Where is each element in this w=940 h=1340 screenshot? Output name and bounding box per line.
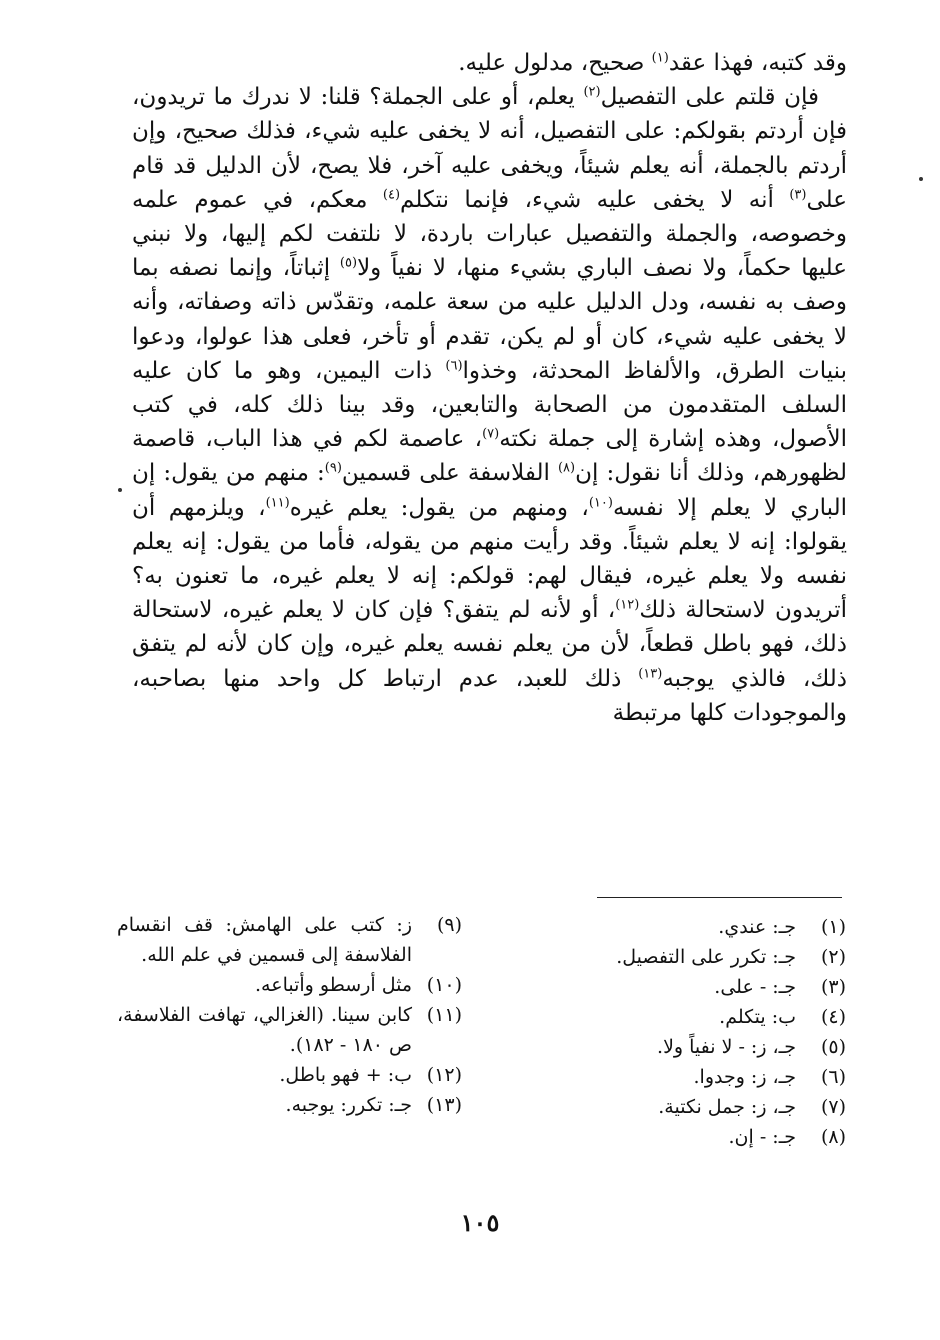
footnote-ref: (٥) <box>339 255 358 271</box>
text-run: يعلم، أو على الجملة؟ قلنا: لا ندرك ما تريدون، فإن أردتم بقولكم: على التفصيل، أنه لا يخفى عليه شيء، فذلك صحيح، وإن أردتم بالجملة، أنه يعلم شيئاً، ويخفى عليه آخر، فلا يصح، لأن الدليل قد قام على <box>132 84 847 213</box>
footnote-text: كابن سينا. (الغزالي، تهافت الفلاسفة، ص ١٨٠ - ١٨٢). <box>117 1004 412 1056</box>
footnote-text: ب: + فهو باطل. <box>279 1064 412 1086</box>
footnote-ref: (١٠) <box>588 494 613 510</box>
footnote-item <box>117 1000 462 1060</box>
text-run: : منهم من يقول: إن الباري لا يعلم إلا نفسه <box>132 460 847 521</box>
footnote-number: (٣) <box>820 976 846 998</box>
footnote-text: جـ، ز: - لا نفياً ولا. <box>657 1036 796 1058</box>
paragraph-1 <box>132 46 847 80</box>
paragraph-2 <box>132 80 847 730</box>
footnote-item <box>117 1090 462 1120</box>
footnote-ref: (١١) <box>265 494 290 510</box>
text-run: الفلاسفة على قسمين <box>341 460 558 487</box>
text-run: ، عاصمة لكم في هذا الباب، قاصمة لظهورهم، وذلك أنا نقول: إن <box>132 426 847 487</box>
footnotes-left-column <box>117 910 462 1120</box>
main-text <box>132 46 847 730</box>
footnote-text: ز: كتب على الهامش: قف انقسام الفلاسفة إلى قسمين في علم الله. <box>117 914 412 966</box>
footnote-number: (١) <box>820 916 846 938</box>
footnote-item <box>576 1122 846 1152</box>
text-run: أنه لا يخفى عليه شيء، فإنما نتكلم <box>400 186 790 213</box>
footnote-item <box>117 910 462 970</box>
footnote-number: (٤) <box>820 1006 846 1028</box>
footnote-text: جـ: - إن. <box>728 1126 796 1148</box>
footnote-ref: (١٣) <box>638 666 663 681</box>
footnote-text: جـ، ز: وجدوا. <box>693 1066 796 1088</box>
text-run: وقد كتبه، فهذا عقد <box>668 50 847 76</box>
footnote-ref: (٦) <box>445 358 463 374</box>
text-run: معكم، في عموم علمه وخصوصه، والجملة والتفصيل عبارات باردة، لا نلتفت لكم إليها، ولا نبني عليها حكماً، ولا نصف الباري بشيء منها، لا نفياً ولا <box>132 186 847 282</box>
footnote-ref: (١٢) <box>615 597 640 613</box>
text-run: ، ويلزمهم أن يقولوا: إنه لا يعلم شيئاً. وقد رأيت منهم من يقوله، فأما من يقول: إنه يعلم نفسه ولا يعلم غيره، فيقال لهم: قولكم: إنه لا يعلم غيره، ما تعنون به؟ أتريدون لاستحالة ذلك <box>132 494 848 624</box>
footnote-number: (١٠) <box>426 974 462 996</box>
scan-speck <box>919 177 923 181</box>
footnote-ref: (٢) <box>583 84 601 100</box>
footnote-ref: (١) <box>651 50 669 66</box>
footnote-number: (٧) <box>820 1096 846 1118</box>
footnotes-right-column <box>576 912 846 1152</box>
footnote-ref: (٩) <box>324 460 342 476</box>
text-run: فإن قلتم على التفصيل <box>600 84 820 111</box>
footnote-text: مثل أرسطو وأتباعه. <box>255 974 412 996</box>
footnote-number: (٢) <box>820 946 846 968</box>
footnote-item <box>576 912 846 942</box>
footnote-item <box>117 970 462 1000</box>
footnote-text: جـ: تكرر على التفصيل. <box>616 946 796 968</box>
footnote-item <box>576 972 846 1002</box>
footnote-ref: (٧) <box>482 426 500 442</box>
scan-speck <box>118 488 122 492</box>
footnote-text: ب: يتكلم. <box>719 1006 796 1028</box>
text-run: ذلك للعبد، عدم ارتباط كل واحد منها بصاحبه، والموجودات كلها مرتبطة <box>132 665 847 726</box>
footnote-ref: (٣) <box>789 187 807 203</box>
footnote-number: (١١) <box>426 1004 462 1026</box>
footnote-item <box>576 1092 846 1122</box>
footnote-ref: (٤) <box>382 187 401 203</box>
text-run: صحيح، مدلول عليه. <box>458 50 652 76</box>
footnote-number: (٦) <box>820 1066 846 1088</box>
footnote-item <box>576 1032 846 1062</box>
page-number: ١٠٥ <box>460 1208 500 1237</box>
footnote-number: (١٣) <box>426 1094 462 1116</box>
footnote-divider <box>597 897 842 898</box>
footnote-number: (٩) <box>436 914 462 936</box>
text-run: إثباتاً، وإنما نصفه بما وصف به نفسه، ودل الدليل عليه من سعة علمه، وتقدّس ذاته وصفاته، وأنه لا يخفى عليه شيء، كان أو لم يكن، تقدم أو تأخر، فعلى هذا عولوا، ودعوا بنيات الطرق، والألفاظ المحدثة، وخذوا <box>132 255 847 384</box>
footnote-text: جـ: - على. <box>714 976 796 998</box>
footnote-number: (٥) <box>820 1036 846 1058</box>
footnote-item <box>576 1062 846 1092</box>
text-run: ، ومنهم من يقول: يعلم غيره <box>289 494 589 521</box>
footnote-text: جـ: تكرر: يوجبه. <box>285 1094 412 1116</box>
footnote-text: جـ: عندي. <box>718 916 796 938</box>
footnote-ref: (٨) <box>557 460 576 476</box>
footnote-item <box>576 942 846 972</box>
footnote-item <box>117 1060 462 1090</box>
text-run: ذات اليمين، وهو ما كان عليه السلف المتقدمون من الصحابة والتابعين، وقد بينا ذلك كله، في كتب الأصول، وهذه إشارة إلى جملة نكته <box>132 357 847 453</box>
footnote-item <box>576 1002 846 1032</box>
footnote-text: جـ، ز: جمل نكتية. <box>658 1096 796 1118</box>
footnote-number: (١٢) <box>426 1064 462 1086</box>
footnote-number: (٨) <box>820 1126 846 1148</box>
text-run: ، أو لأنه لم يتفق؟ فإن كان لا يعلم غيره، لاستحالة ذلك، فهو باطل قطعاً، لأن من يعلم نفسه يعلم غيره، وإن كان لأنه لم يتفق ذلك، فالذي يوجبه <box>132 597 847 692</box>
